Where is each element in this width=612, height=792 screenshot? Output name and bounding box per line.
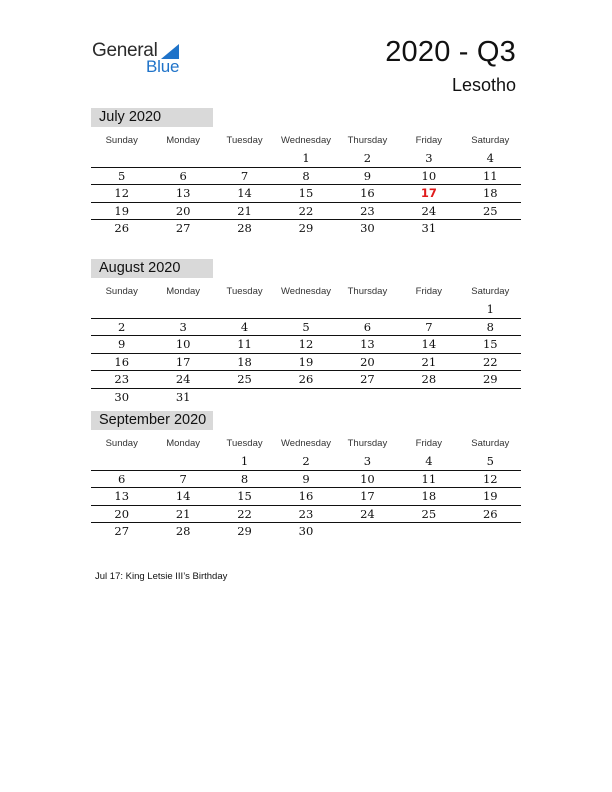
day-cell: 29 <box>482 372 498 386</box>
day-cell: 17 <box>175 354 191 369</box>
day-cell: 5 <box>302 319 310 334</box>
day-cell: 25 <box>482 203 498 218</box>
day-cell: 14 <box>175 489 191 503</box>
day-cell: 30 <box>114 389 130 404</box>
day-cell: 14 <box>237 186 252 200</box>
day-cell <box>460 220 521 237</box>
week-row <box>91 506 521 524</box>
day-cell <box>275 301 336 318</box>
day-cell: 25 <box>421 506 437 521</box>
day-cell: 14 <box>421 337 437 351</box>
day-cell <box>337 301 398 318</box>
country-name: Lesotho <box>451 75 516 95</box>
day-cell: 25 <box>237 372 252 386</box>
weekday-label: Thursday <box>347 438 388 449</box>
day-cell: 1 <box>486 302 494 316</box>
day-cell <box>460 523 521 540</box>
day-cell: 12 <box>298 337 314 351</box>
day-cell <box>398 389 459 406</box>
day-cell: 28 <box>237 221 252 235</box>
weekday-label: Friday <box>415 438 443 449</box>
day-cell: 22 <box>482 354 498 369</box>
day-cell: 23 <box>360 203 375 218</box>
week-row <box>91 453 521 471</box>
day-cell: 6 <box>179 168 187 183</box>
weekday-label: Friday <box>415 286 443 297</box>
day-cell: 27 <box>114 524 130 538</box>
day-cell: 17 <box>360 489 375 503</box>
day-cell: 10 <box>360 471 375 486</box>
day-cell: 11 <box>482 168 498 183</box>
week-row <box>91 168 521 186</box>
weekday-row <box>91 435 521 453</box>
day-cell: 16 <box>114 354 130 369</box>
day-cell: 24 <box>175 372 191 386</box>
day-cell: 3 <box>425 151 433 165</box>
day-cell: 20 <box>175 203 191 218</box>
month-block <box>91 411 521 540</box>
week-row <box>91 185 521 203</box>
day-cell: 31 <box>175 389 191 404</box>
day-cell: 2 <box>118 319 126 334</box>
day-cell <box>91 301 152 318</box>
day-cell: 9 <box>363 168 372 183</box>
weekday-label: Tuesday <box>226 286 263 297</box>
month-header: August 2020 <box>91 259 213 278</box>
week-row <box>91 471 521 489</box>
day-cell: 27 <box>175 221 191 235</box>
weekday-label: Sunday <box>105 135 138 146</box>
weeks <box>91 301 521 405</box>
day-cell <box>152 301 213 318</box>
day-cell: 26 <box>298 372 314 386</box>
day-cell: 27 <box>360 372 375 386</box>
day-cell <box>337 389 398 406</box>
weekday-label: Saturday <box>471 438 510 449</box>
weekday-label: Sunday <box>105 438 138 449</box>
weekday-label: Thursday <box>347 135 388 146</box>
week-row <box>91 354 521 372</box>
weekday-label: Wednesday <box>280 286 331 297</box>
day-cell <box>214 301 275 318</box>
logo-text-general: General <box>92 40 158 61</box>
day-cell: 23 <box>298 506 314 521</box>
day-cell <box>152 453 213 470</box>
day-cell: 11 <box>237 337 252 351</box>
day-cell: 5 <box>486 454 494 468</box>
day-cell: 16 <box>298 489 314 503</box>
day-cell: 4 <box>240 319 249 334</box>
day-cell: 24 <box>421 203 437 218</box>
day-cell <box>398 523 459 540</box>
day-cell: 5 <box>118 168 126 183</box>
day-cell: 30 <box>298 524 314 538</box>
month-block <box>91 108 521 237</box>
weekday-row <box>91 283 521 301</box>
day-cell <box>152 150 213 167</box>
day-cell: 2 <box>363 151 372 165</box>
day-cell: 20 <box>114 506 130 521</box>
holiday-note: Jul 17: King Letsie III’s Birthday <box>95 571 228 582</box>
day-cell: 6 <box>363 319 372 334</box>
day-cell: 9 <box>302 471 310 486</box>
logo-text-blue: Blue <box>146 57 180 76</box>
weekday-label: Monday <box>166 438 201 449</box>
day-cell: 21 <box>237 203 252 218</box>
weekday-label: Saturday <box>471 286 510 297</box>
day-cell <box>91 150 152 167</box>
day-cell: 22 <box>237 506 252 521</box>
day-cell: 7 <box>240 168 249 183</box>
day-cell: 18 <box>237 354 252 369</box>
week-row <box>91 203 521 221</box>
weekday-label: Saturday <box>471 135 510 146</box>
day-cell: 1 <box>240 454 249 468</box>
weeks <box>91 150 521 237</box>
day-cell: 1 <box>302 151 310 165</box>
day-cell: 6 <box>118 471 126 486</box>
week-row <box>91 220 521 237</box>
day-cell: 15 <box>482 337 498 351</box>
week-row <box>91 150 521 168</box>
week-row <box>91 389 521 406</box>
day-cell: 26 <box>114 221 130 235</box>
day-cell: 13 <box>114 489 130 503</box>
weekday-label: Wednesday <box>280 438 331 449</box>
day-cell: 26 <box>482 506 498 521</box>
day-cell: 3 <box>363 454 372 468</box>
weekday-label: Tuesday <box>226 135 263 146</box>
day-cell: 19 <box>482 489 498 503</box>
weekday-row <box>91 132 521 150</box>
holiday-day-cell: 17 <box>420 186 437 200</box>
day-cell: 29 <box>298 221 314 235</box>
week-row <box>91 371 521 389</box>
day-cell: 3 <box>179 319 187 334</box>
day-cell: 28 <box>175 524 191 538</box>
month-header: September 2020 <box>91 411 213 430</box>
day-cell: 18 <box>421 489 437 503</box>
day-cell <box>214 150 275 167</box>
weekday-label: Tuesday <box>226 438 263 449</box>
weekday-label: Monday <box>166 135 201 146</box>
day-cell <box>214 389 275 406</box>
weekday-label: Friday <box>415 135 443 146</box>
day-cell: 10 <box>175 337 191 351</box>
day-cell: 20 <box>360 354 375 369</box>
day-cell: 22 <box>298 203 314 218</box>
day-cell: 19 <box>114 203 130 218</box>
weekday-label: Thursday <box>347 286 388 297</box>
week-row <box>91 488 521 506</box>
day-cell: 29 <box>237 524 252 538</box>
day-cell: 24 <box>360 506 375 521</box>
day-cell: 7 <box>425 319 433 334</box>
weekday-label: Wednesday <box>280 135 331 146</box>
day-cell: 30 <box>360 221 375 235</box>
page-title: 2020 - Q3 <box>385 36 516 68</box>
day-cell <box>398 301 459 318</box>
day-cell: 8 <box>240 471 249 486</box>
month-block <box>91 259 521 405</box>
generalblue-logo <box>92 40 202 80</box>
day-cell: 7 <box>179 471 187 486</box>
day-cell: 4 <box>425 454 433 468</box>
day-cell: 21 <box>421 354 437 369</box>
day-cell <box>91 453 152 470</box>
day-cell: 2 <box>302 454 310 468</box>
month-header: July 2020 <box>91 108 213 127</box>
day-cell: 31 <box>421 221 437 235</box>
weeks <box>91 453 521 540</box>
day-cell <box>460 389 521 406</box>
weekday-label: Monday <box>166 286 201 297</box>
week-row <box>91 301 521 319</box>
day-cell: 13 <box>175 186 191 200</box>
day-cell: 10 <box>421 168 437 183</box>
day-cell: 28 <box>421 372 437 386</box>
day-cell: 21 <box>175 506 191 521</box>
day-cell: 23 <box>114 372 130 386</box>
day-cell: 13 <box>360 337 375 351</box>
week-row <box>91 336 521 354</box>
holiday-notes <box>95 571 227 582</box>
day-cell <box>337 523 398 540</box>
day-cell: 18 <box>482 186 498 200</box>
day-cell: 11 <box>421 471 437 486</box>
day-cell: 15 <box>298 186 314 200</box>
day-cell: 16 <box>360 186 375 200</box>
day-cell: 4 <box>486 151 494 165</box>
day-cell: 19 <box>298 354 314 369</box>
week-row <box>91 319 521 337</box>
day-cell: 8 <box>486 319 494 334</box>
weekday-label: Sunday <box>105 286 138 297</box>
day-cell: 9 <box>118 337 126 351</box>
day-cell: 12 <box>114 186 130 200</box>
day-cell <box>275 389 336 406</box>
day-cell: 15 <box>237 489 252 503</box>
day-cell: 12 <box>482 471 498 486</box>
week-row <box>91 523 521 540</box>
day-cell: 8 <box>302 168 310 183</box>
